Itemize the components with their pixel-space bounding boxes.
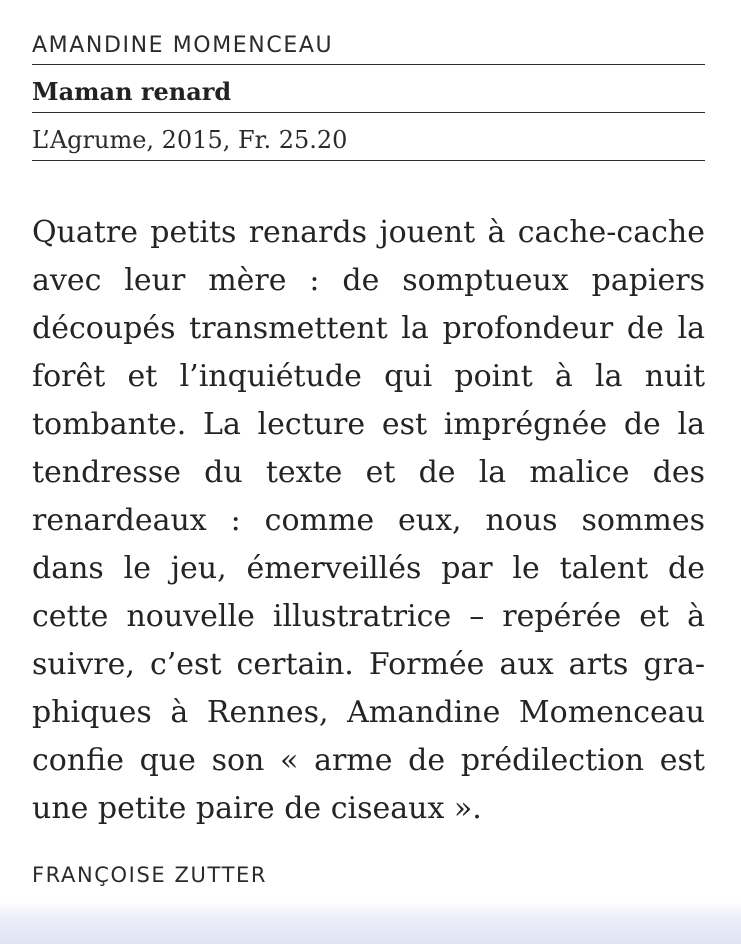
book-review xyxy=(32,28,705,887)
review-text: Quatre petits renards jouent à cache-cache avec leur mère : de somptueux papiers découpés transmettent la profondeur de la forêt et l’inquiétude qui point à la nuit tombante. La lecture est imprégnée de la tendresse du texte et de la malice des renardeaux : comme eux, nous sommes dans le jeu, émerveillés par le talent de cette nouvelle illustratrice – repérée et à suivre, c’est certain. Formée aux arts graphiques à Rennes, Amandine Momenceau confie que son « arme de prédilection est une petite paire de ciseaux ». xyxy=(32,215,705,826)
reviewer-signature: FRANÇOISE ZUTTER xyxy=(32,863,268,887)
author-name: AMANDINE MOMENCEAU xyxy=(32,28,705,65)
page-edge-band xyxy=(0,902,741,944)
publication-info: L’Agrume, 2015, Fr. 25.20 xyxy=(32,113,705,161)
book-title: Maman renard xyxy=(32,65,705,113)
